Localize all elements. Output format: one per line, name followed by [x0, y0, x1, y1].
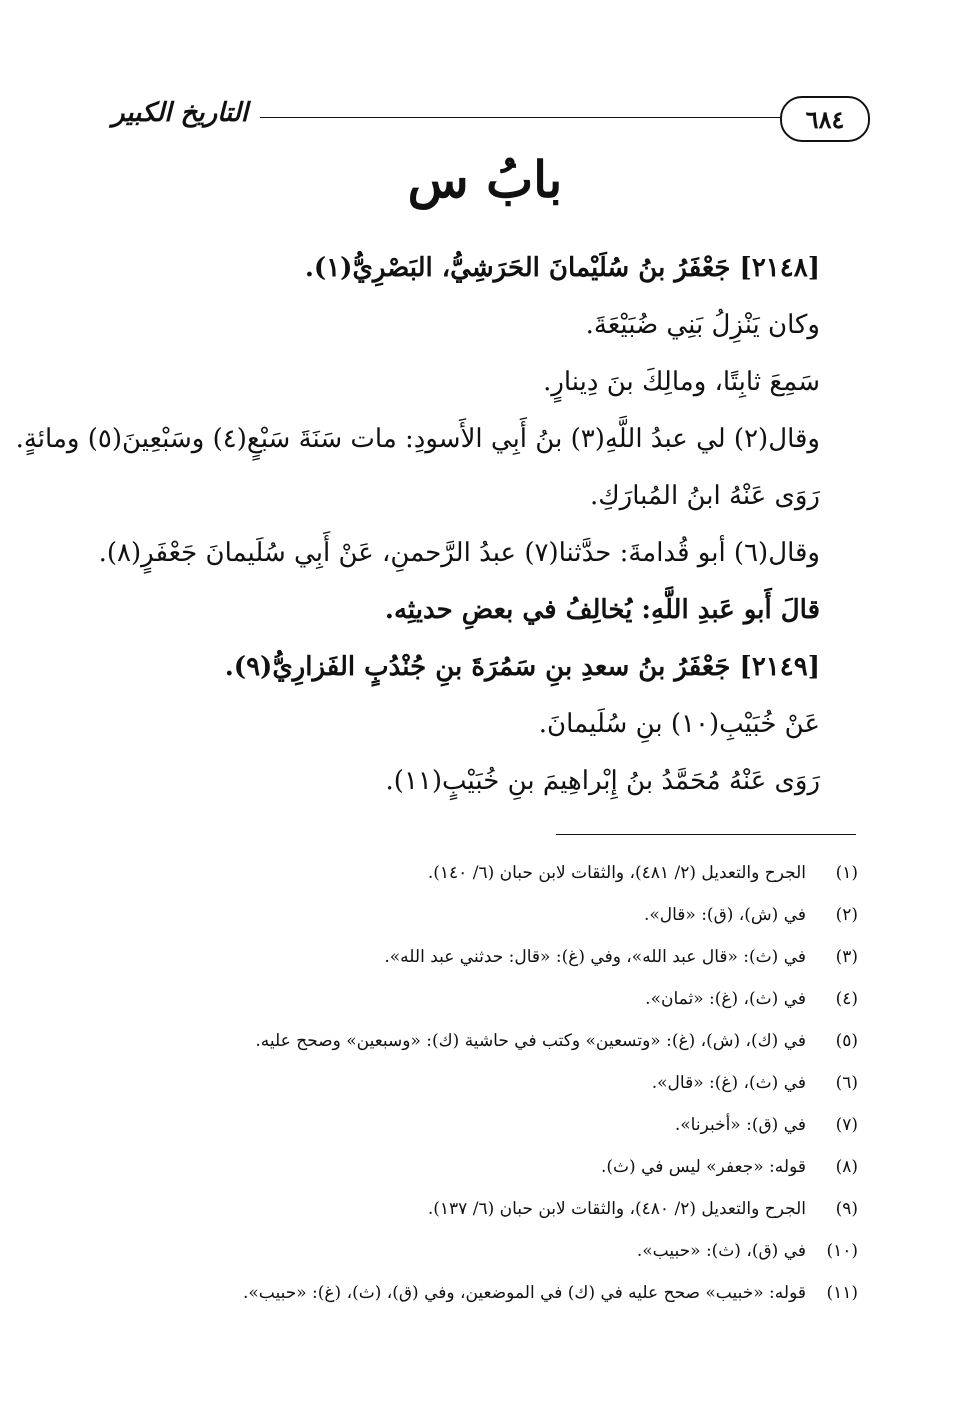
footnote: [158, 1230, 858, 1272]
footnote: [158, 1272, 858, 1314]
footnote-number: (٢): [835, 905, 858, 925]
footnote-number: (٩): [835, 1199, 858, 1219]
footnote-text: في (ش)، (ق): «قال».: [643, 905, 806, 925]
footnote-text: في (ث): «قال عبد الله»، وفي (غ): «قال: حدثني عبد الله».: [384, 947, 806, 967]
footnote-number: (١١): [826, 1283, 858, 1303]
footnote-number: (٦): [835, 1073, 858, 1093]
footnote-text: في (ث)، (غ): «قال».: [651, 1073, 806, 1093]
footnote-text: الجرح والتعديل (٢/ ٤٨٠)، والثقات لابن حبان (٦/ ١٣٧).: [427, 1199, 806, 1219]
footnote: [158, 1188, 858, 1230]
footnote: [158, 894, 858, 936]
footnote: [158, 1062, 858, 1104]
footnote-number: (٤): [835, 989, 858, 1009]
footnote-text: قوله: «خبيب» صحح عليه في (ك) في الموضعين، وفي (ق)، (ث)، (غ): «حبيب».: [242, 1283, 806, 1303]
footnote-text: الجرح والتعديل (٢/ ٤٨١)، والثقات لابن حبان (٦/ ١٤٠).: [427, 863, 806, 883]
footnote-number: (٨): [835, 1157, 858, 1177]
text-line: قالَ أَبو عَبدِ اللَّهِ: يُخالِفُ في بعضِ حديثِه.: [384, 595, 820, 625]
page-number: ٦٨٤: [780, 96, 870, 142]
text-line: عَنْ خُبَيْبِ(١٠) بنِ سُلَيمانَ.: [538, 709, 820, 739]
page-header: [110, 96, 870, 144]
text-line: رَوَى عَنْهُ ابنُ المُبارَكِ.: [589, 481, 820, 511]
footnote: [158, 936, 858, 978]
footnotes: [158, 852, 858, 1314]
footnote-number: (٥): [835, 1031, 858, 1051]
header-rule: [260, 117, 782, 118]
text-line: وكان يَنْزِلُ بَنِي ضُبَيْعَةَ.: [585, 310, 820, 340]
text-line: سَمِعَ ثابِتًا، ومالِكَ بنَ دِينارٍ.: [543, 367, 820, 397]
main-text: [15, 240, 820, 810]
text-line: وقال(٢) لي عبدُ اللَّهِ(٣) بنُ أَبِي الأَسودِ: مات سَنَةَ سَبْعٍ(٤) وسَبْعِينَ(٥) ومائةٍ.: [15, 424, 820, 454]
footnote-number: (١): [835, 863, 858, 883]
text-line: [٢١٤٨] جَعْفَرُ بنُ سُلَيْمانَ الحَرَشِيُّ، البَصْرِيُّ(١).: [304, 253, 820, 283]
footnote-text: قوله: «جعفر» ليس في (ث).: [601, 1157, 806, 1177]
footnote: [158, 1020, 858, 1062]
text-line: وقال(٦) أبو قُدامةَ: حدَّثنا(٧) عبدُ الرَّحمنِ، عَنْ أَبِي سُلَيمانَ جَعْفَرٍ(٨).: [98, 538, 820, 568]
footnote: [158, 1104, 858, 1146]
footnote-text: في (ك)، (ش)، (غ): «وتسعين» وكتب في حاشية (ك): «وسبعين» وصحح عليه.: [255, 1031, 806, 1051]
footnote-text: في (ث)، (غ): «ثمان».: [645, 989, 806, 1009]
footnote-number: (٧): [835, 1115, 858, 1135]
footnote-text: في (ق)، (ث): «حبيب».: [636, 1241, 806, 1261]
book-title: التاريخ الكبير: [111, 98, 249, 128]
footnote-separator: [556, 834, 856, 835]
footnote: [158, 978, 858, 1020]
footnote: [158, 852, 858, 894]
footnote-number: (١٠): [826, 1241, 858, 1261]
text-line: رَوَى عَنْهُ مُحَمَّدُ بنُ إِبْراهِيمَ بنِ خُبَيْبٍ(١١).: [385, 766, 820, 796]
chapter-title: بابُ س: [407, 150, 563, 209]
footnote-number: (٣): [835, 947, 858, 967]
footnote: [158, 1146, 858, 1188]
text-line: [٢١٤٩] جَعْفَرُ بنُ سعدِ بنِ سَمُرَةَ بنِ جُنْدُبٍ الفَزارِيُّ(٩).: [224, 652, 820, 682]
footnote-text: في (ق): «أخبرنا».: [674, 1115, 806, 1135]
